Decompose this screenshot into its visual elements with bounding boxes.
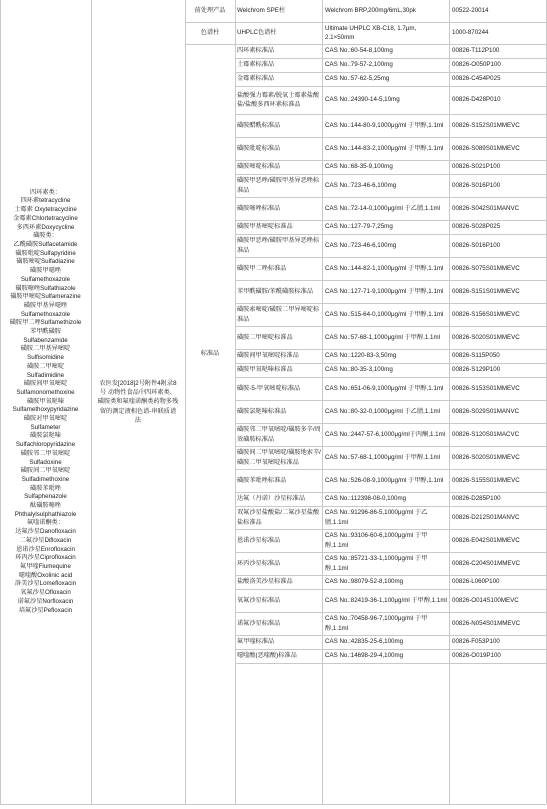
product-name-cell [235, 506, 322, 529]
product-name-cell-text: 磺胺苯吡唑标准品 [237, 476, 287, 484]
product-name-cell-text: 噁喹酸(恶喹酸)标准品 [237, 652, 297, 660]
analyte-line: Phthalylsulphathiazole [14, 510, 77, 518]
code-cell [449, 137, 546, 160]
spec-cell-text: CAS No.:98079-52-8,100mg [325, 578, 404, 586]
product-name-cell-text: 磺胺索嘧啶/磺胺二甲异嘧啶标准品 [237, 306, 320, 323]
spec-cell-text: CAS No.:1220-83-3,50mg [325, 352, 397, 360]
spec-cell-text: CAS No.:57-68-1,1000μg/ml 于甲醇,1.1ml [325, 333, 440, 341]
analyte-line: 洛美沙星Lomefloxacin [14, 580, 77, 588]
analyte-line: Sulfadoxine [29, 458, 62, 466]
analyte-line: 磺胺苯吡唑 [30, 484, 61, 492]
spec-cell-text: CAS No.:70458-96-7,1000μg/ml 于甲醇,1.1ml [325, 615, 428, 632]
code-cell [449, 377, 546, 400]
product-name-cell-text: 双氟沙星盐酸盐/二氟沙星盐酸盐标准品 [237, 509, 320, 526]
product-name-cell-text: 磺胺甲二唑标准品 [237, 264, 287, 272]
product-name-cell-text: 苯甲酰磺胺/苯酰磺胺标准品 [237, 287, 313, 295]
product-name-cell [235, 363, 322, 377]
spec-cell [322, 506, 449, 529]
spec-cell [322, 137, 449, 160]
analyte-line: 磺胺甲基异噁唑 [23, 301, 68, 309]
spec-cell-text: CAS No.:91296-86-5,1000μg/ml 于乙腈,1.1ml [325, 509, 428, 526]
product-name-cell [235, 257, 322, 280]
spec-cell-text: CAS No.:651-06-9,1000μg/ml 于甲醇,1.1ml [325, 384, 444, 392]
analyte-list-cell [0, 0, 91, 804]
analyte-line: Sulfamethoxazole [20, 275, 71, 283]
code-cell [449, 197, 546, 220]
spec-cell [322, 612, 449, 635]
analyte-line: 磺胺间甲氧嘧啶 [23, 380, 68, 388]
method-cell [91, 0, 185, 804]
product-name-cell-text: 磺胺吡啶标准品 [237, 144, 281, 152]
analyte-line: Sulfisomidine [27, 354, 64, 362]
spec-cell [322, 303, 449, 326]
code-cell-text: 00826-L060P100 [452, 578, 500, 586]
code-cell-text: 00826-S089S01MMEVC [452, 144, 520, 152]
spec-cell-text: CAS No.:85721-33-1,1000μg/ml 于甲醇,1.1ml [325, 555, 428, 572]
spec-cell-text: CAS No.:79-57-2,100mg [325, 61, 393, 69]
product-name-cell-text: 盐酸洛美沙星标准品 [237, 578, 293, 586]
product-name-cell-text: 磺胺醋酰标准品 [237, 121, 281, 129]
code-cell-text: 00826-S020S01MMEVC [452, 333, 520, 341]
analyte-line: Sulfaphenazole [24, 493, 67, 501]
category-cell [185, 22, 235, 44]
product-name-cell-text: 盐酸强力霉素/脱氧土霉素盐酸盐/盐酸多西环素标准品 [237, 91, 320, 108]
analyte-line: 磺胺邻二甲氧嘧啶 [20, 449, 71, 457]
product-name-cell [235, 552, 322, 575]
spec-cell [322, 0, 449, 22]
code-cell-text: 00826-S029S01MANVC [452, 407, 520, 415]
analyte-line: 氟喹诺酮类： [26, 519, 65, 527]
method-text: 农医发[2018]2号附件4附录8号 动物性食品中四环素类、磺胺类和氟喹诺酮类药物多残留的测定液相色谱-串联质谱法 [97, 379, 179, 424]
spec-cell [322, 423, 449, 446]
product-name-cell-text: 恩诺沙星标准品 [237, 536, 281, 544]
code-cell [449, 552, 546, 575]
analyte-line: 磺胺吡啶Sulfapyridine [15, 249, 76, 257]
spec-cell [322, 529, 449, 552]
product-name-cell [235, 529, 322, 552]
analyte-line: 环丙沙星Ciprofloxacin [15, 554, 76, 562]
analyte-line: 氧氟沙星Ofloxacin [20, 589, 71, 597]
code-cell [449, 174, 546, 197]
analyte-line: 四环素tetracycline [20, 197, 71, 205]
code-cell-text: 00826-S152S01MMEVC [452, 121, 520, 129]
spec-cell-text: CAS No.:80-35-3,100mg [325, 366, 393, 374]
category-label: 标准品 [200, 349, 220, 357]
code-cell-text: 00826-S028P025 [452, 223, 501, 231]
code-cell [449, 612, 546, 635]
code-cell-text: 00826-S129P100 [452, 366, 501, 374]
code-cell-text: 00826-C454P025 [452, 75, 501, 83]
code-cell-text: 00826-S155S01MMEVC [452, 476, 520, 484]
product-name-cell-text: 诺氟沙星标准品 [237, 619, 281, 627]
spec-cell-text: CAS No.:112398-08-0,100mg [325, 495, 407, 503]
spec-cell [322, 197, 449, 220]
product-name-cell-text: 磺胺间甲氧嘧啶标准品 [237, 352, 299, 360]
code-cell-text: 00826-F053P100 [452, 638, 500, 646]
analyte-line: 乙酰磺胺Sulfacetamide [13, 240, 78, 248]
product-name-cell-text: 磺胺氯哒嗪标准品 [237, 407, 287, 415]
analyte-line: 磺胺二甲嘧啶 [26, 362, 65, 370]
analyte-line: 磺胺间二甲氧嘧啶 [20, 467, 71, 475]
code-cell-text: 00826-D428P010 [452, 96, 501, 104]
product-name-cell [235, 303, 322, 326]
code-cell-text: 00826-S075S01MMEVC [452, 264, 520, 272]
spec-cell-text: CAS No.:526-08-9,1000μg/ml 于甲醇,1.1ml [325, 476, 444, 484]
code-cell-text: 00826-E042S01MMEVC [452, 536, 520, 544]
code-cell [449, 423, 546, 446]
product-name-cell [235, 635, 322, 649]
product-name-cell [235, 349, 322, 363]
spec-cell-text: CAS No.:93106-60-6,1000μg/ml 于甲醇,1.1ml [325, 532, 428, 549]
product-name-cell-text: 磺胺邻二甲氧嘧啶/磺胺多辛/周效磺胺标准品 [237, 426, 321, 443]
code-cell [449, 635, 546, 649]
product-name-cell [235, 58, 322, 72]
spec-cell [322, 72, 449, 86]
code-cell [449, 326, 546, 349]
spec-cell-text: CAS No.:72-14-0,1000μg/ml 于乙腈,1.1ml [325, 204, 440, 212]
code-cell [449, 114, 546, 137]
analyte-line: 二氟沙星Difloxacin [19, 536, 72, 544]
product-name-cell [235, 0, 322, 22]
analyte-line: Sulfachloropyridazine [15, 441, 76, 449]
code-cell-text: 00826-S021P100 [452, 163, 501, 171]
spec-cell-text: CAS No.:723-46-6,100mg [325, 181, 397, 189]
spec-cell-text: Welchrom BRP,200mg/6mL,30pk [325, 7, 416, 15]
product-name-cell-text: 四环素标准品 [237, 47, 275, 55]
product-name-cell [235, 326, 322, 349]
code-cell [449, 58, 546, 72]
spec-cell-text: CAS No.:144-80-9,1000μg/ml 于甲醇,1.1ml [325, 121, 444, 129]
analyte-line: 磺胺嘧啶Sulfadiazine [16, 258, 75, 266]
product-name-cell-text: 磺胺甲基嘧啶标准品 [237, 223, 293, 231]
code-cell [449, 220, 546, 234]
product-name-cell [235, 423, 322, 446]
analyte-line: 四环素类： [30, 188, 61, 196]
category-cell-standard [185, 44, 235, 663]
code-cell-text: 00826-S042S01MANVC [452, 204, 520, 212]
spec-cell [322, 44, 449, 58]
spec-cell-text: CAS No.:24390-14-5,10mg [325, 96, 400, 104]
spec-cell [322, 280, 449, 303]
product-name-cell [235, 589, 322, 612]
spec-cell-text: CAS No.:127-79-7,25mg [325, 223, 393, 231]
category-cell-text: 色谱柱 [200, 29, 220, 37]
code-cell-text: 00826-D285P100 [452, 495, 501, 503]
code-cell-text: 00826-O050P100 [452, 61, 501, 69]
code-cell-text: 00826-S016P100 [452, 181, 501, 189]
product-name-cell [235, 469, 322, 492]
analyte-line: 磺胺二甲基异嘧啶 [20, 345, 71, 353]
code-cell [449, 72, 546, 86]
spec-cell-text: CAS No.:82419-36-1,100μg/ml 于甲醇,1.1ml [325, 596, 447, 604]
analyte-line: Sulfamethoxazole [20, 310, 71, 318]
spec-cell-text: CAS No.:144-83-2,1000μg/ml 于甲醇,1.1ml [325, 144, 444, 152]
analyte-line: 磺胺甲二唑Sulfamethizole [9, 319, 82, 327]
product-name-cell-text: Welchrom SPE柱 [237, 7, 286, 15]
product-name-cell [235, 160, 322, 174]
analyte-line: 多西环素Doxycycline [16, 223, 75, 231]
spec-cell [322, 114, 449, 137]
code-cell [449, 257, 546, 280]
code-cell [449, 160, 546, 174]
spec-cell [322, 492, 449, 506]
product-name-cell-text: 磺胺甲氧哒嗪标准品 [237, 366, 293, 374]
spec-cell [322, 174, 449, 197]
analyte-line: 培氟沙星Pefloxacin [18, 606, 73, 614]
code-cell [449, 22, 546, 44]
product-name-cell-text: 磺胺-5-甲氧嘧啶标准品 [237, 384, 301, 392]
spec-cell-text: CAS No.:57-62-5,25mg [325, 75, 390, 83]
product-name-cell [235, 649, 322, 663]
spec-cell [322, 58, 449, 72]
spec-cell [322, 377, 449, 400]
analyte-line: Sulfamonomethoxine [16, 388, 75, 396]
product-name-cell [235, 400, 322, 423]
product-name-cell [235, 575, 322, 589]
code-cell-text: 00826-S153S01MMEVC [452, 384, 520, 392]
code-cell-text: 00826-N054S01MMEVC [452, 619, 521, 627]
product-name-cell-text: 磺胺间二甲氧嘧啶/磺胺地索辛/磺胺二甲氧嘧啶标准品 [237, 449, 321, 466]
product-name-cell [235, 612, 322, 635]
code-cell [449, 303, 546, 326]
product-name-cell [235, 197, 322, 220]
spec-cell-text: CAS No.:68-35-9,100mg [325, 163, 393, 171]
code-cell [449, 446, 546, 469]
product-name-cell-text: 土霉素标准品 [237, 61, 275, 69]
spec-cell [322, 575, 449, 589]
product-name-cell [235, 234, 322, 257]
product-name-cell [235, 377, 322, 400]
product-name-cell-text: 磺胺甲恶唑/磺胺甲基异恶唑标准品 [237, 177, 320, 194]
analyte-line: 达氟沙星Danofloxacin [15, 528, 76, 536]
analyte-line: 酞磺胺噻唑 [30, 502, 61, 510]
spec-cell-text: CAS No.:57-68-1,1000μg/ml 于甲醇,1.1ml [325, 453, 440, 461]
spec-cell-text: CAS No.:2447-57-6,1000μg/ml于丙酮,1.1ml [325, 430, 446, 438]
analyte-line: 恩诺沙星Enrofloxacin [16, 545, 75, 553]
code-cell-text: 00826-T112P100 [452, 47, 500, 55]
spec-cell [322, 326, 449, 349]
code-cell [449, 506, 546, 529]
code-cell-text: 00826-S156S01MMEVC [452, 310, 520, 318]
analyte-line: Sulfadimidine [26, 371, 65, 379]
code-cell-text: 00522-20014 [452, 7, 489, 15]
code-cell [449, 234, 546, 257]
spec-cell [322, 469, 449, 492]
product-name-cell-text: 达氟（丹诺）沙星标准品 [237, 495, 306, 503]
spec-cell [322, 220, 449, 234]
spec-cell [322, 22, 449, 44]
product-name-cell [235, 280, 322, 303]
spec-cell-text: CAS No.:515-64-0,1000μg/ml 于甲醇,1.1ml [325, 310, 444, 318]
product-name-cell [235, 446, 322, 469]
analyte-line: 苯甲酰磺胺 [30, 328, 61, 336]
product-name-cell-text: UHPLC色谱柱 [237, 29, 277, 37]
analyte-line: Sulfamethoxypyridazine [12, 406, 79, 414]
spec-cell [322, 257, 449, 280]
product-name-cell [235, 114, 322, 137]
spec-cell [322, 160, 449, 174]
analyte-line: 氟甲喹Flumequine [20, 563, 71, 570]
spec-cell [322, 363, 449, 377]
spec-cell [322, 635, 449, 649]
category-cell [185, 0, 235, 22]
code-cell [449, 86, 546, 114]
product-name-cell [235, 44, 322, 58]
product-name-cell [235, 492, 322, 506]
code-cell [449, 469, 546, 492]
analyte-line: Sulfadimethoxine [21, 475, 70, 483]
analyte-line: Sulfameter [30, 423, 61, 431]
product-name-cell-text: 氧氟沙星标准品 [237, 596, 281, 604]
code-cell-text: 00826-S115P050 [452, 352, 500, 360]
code-cell [449, 280, 546, 303]
code-cell [449, 0, 546, 22]
spec-cell [322, 446, 449, 469]
spec-cell-text: CAS No.:127-71-9,1000μg/ml 于甲醇,1.1ml [325, 287, 444, 295]
code-cell-text: 00826-C204S01MMEVC [452, 559, 521, 567]
code-cell-text: 00826-S016P100 [452, 241, 501, 249]
code-cell [449, 400, 546, 423]
product-name-cell-text: 磺胺二甲嘧啶标准品 [237, 333, 293, 341]
analyte-line: 噁喹酸Oxolinic acid [18, 571, 73, 579]
analyte-line: 磺胺对甲氧嘧啶 [23, 415, 68, 423]
product-name-cell [235, 86, 322, 114]
product-name-cell [235, 174, 322, 197]
code-cell-text: 00826-S151S01MMEVC [452, 287, 520, 295]
product-name-cell [235, 137, 322, 160]
analyte-line: 磺胺噻唑Sulfathiazole [15, 284, 76, 292]
product-name-cell-text: 环丙沙星标准品 [237, 559, 281, 567]
code-cell [449, 589, 546, 612]
code-cell [449, 44, 546, 58]
spec-cell-text: CAS No.:144-82-1,1000μg/ml 于甲醇,1.1ml [325, 264, 444, 272]
code-cell [449, 492, 546, 506]
spec-cell [322, 552, 449, 575]
category-cell-text: 前处理产品 [194, 7, 226, 15]
code-cell [449, 529, 546, 552]
spec-cell [322, 649, 449, 663]
code-cell-text: 00826-S120S01MACVC [452, 430, 520, 438]
spec-cell-text: CAS No.:14698-29-4,100mg [325, 652, 404, 660]
spec-cell [322, 349, 449, 363]
analyte-line: 土霉素 Oxytetracycline [14, 206, 77, 214]
spec-cell-text: CAS No.:42835-25-6,100mg [325, 638, 404, 646]
code-cell [449, 575, 546, 589]
code-cell [449, 363, 546, 377]
code-cell-text: 1000-870244 [452, 29, 489, 37]
product-name-cell-text: 磺胺嘧啶标准品 [237, 163, 281, 171]
product-name-cell [235, 220, 322, 234]
analyte-line: 磺胺氯哒嗪 [30, 432, 61, 440]
analyte-line: 磺胺甲氧哒嗪 [26, 397, 65, 405]
analyte-line: 磺胺类： [33, 232, 58, 240]
code-cell-text: 00826-D212S01MANVC [452, 513, 520, 521]
code-cell-text: 00826-O019P100 [452, 652, 501, 660]
product-name-cell [235, 72, 322, 86]
spec-cell [322, 234, 449, 257]
spec-cell [322, 400, 449, 423]
analyte-line: Sulfabenzamide [23, 336, 68, 344]
spec-cell-text: Ultimate UHPLC XB-C18, 1.7μm, 2.1×50mm [325, 24, 417, 41]
analyte-line: 磺胺甲噁唑 [30, 267, 61, 275]
code-cell-text: 00826-S020S01MMEVC [452, 453, 520, 461]
analyte-line: 诺氟沙星Norfloxacin [17, 597, 74, 605]
product-name-cell-text: 磺胺甲恶唑/磺胺甲基异恶唑标准品 [237, 237, 320, 254]
product-name-cell-text: 磺胺噻唑标准品 [237, 204, 281, 212]
spec-cell-text: CAS No.:60-54-8,100mg [325, 47, 393, 55]
spec-cell-text: CAS No.:723-46-6,100mg [325, 241, 397, 249]
analyte-line: 金霉素Chlortetracycline [13, 214, 78, 222]
product-name-cell-text: 氟甲喹标准品 [237, 638, 275, 646]
spec-cell-text: CAS No.:80-32-0,1000μg/ml 于乙腈,1.1ml [325, 407, 440, 415]
product-name-cell [235, 22, 322, 44]
spec-cell [322, 589, 449, 612]
spec-cell [322, 86, 449, 114]
code-cell [449, 349, 546, 363]
code-cell-text: 00826-O014S100MEVC [452, 596, 519, 604]
product-name-cell-text: 金霉素标准品 [237, 75, 275, 83]
code-cell [449, 649, 546, 663]
analyte-line: 磺胺甲嘧啶Sulfamerazine [10, 293, 81, 301]
